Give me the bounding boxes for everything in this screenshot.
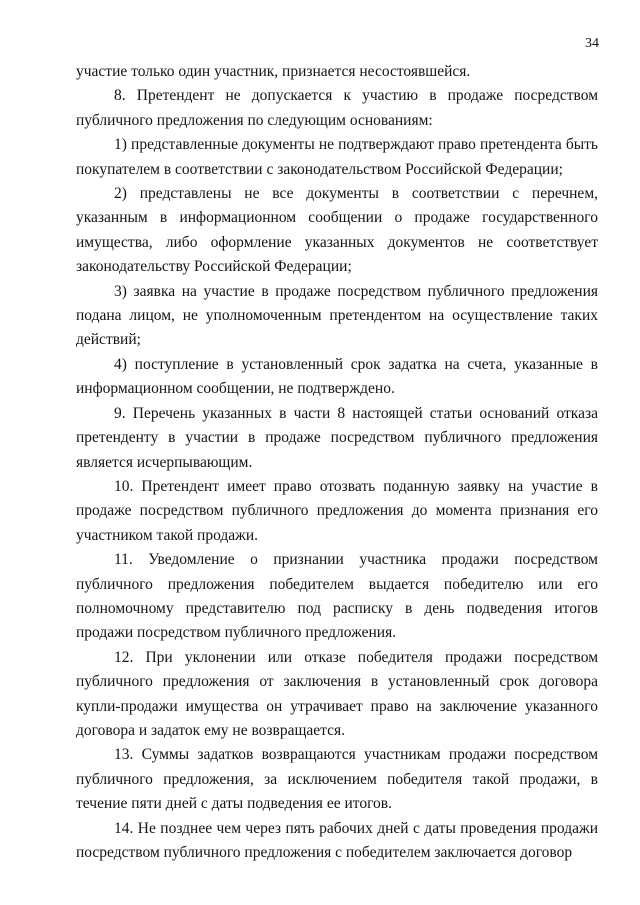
paragraph-continuation: участие только один участник, признается несостоявшейся.: [76, 63, 471, 80]
paragraph-item-8-4: 4) поступление в установленный срок задатка на счета, указанные в информационном сообщении, не подтверждено.: [76, 355, 598, 398]
paragraph-item-8-1: 1) представленные документы не подтверждают право претендента быть покупателем в соответствии с законодательством Российской Федерации;: [76, 136, 598, 178]
paragraph-item-8: 8. Претендент не допускается к участию в продаже посредством публичного предложения по следующим основаниям:: [76, 87, 598, 129]
paragraph-item-13: 13. Суммы задатков возвращаются участникам продажи посредством публичного предложения, за исключением победителя такой продажи, в течение пяти дней с даты подведения ее итогов.: [76, 746, 598, 813]
document-body: [76, 60, 598, 865]
paragraph-item-9: 9. Перечень указанных в части 8 настоящей статьи оснований отказа претенденту в участии в продаже посредством публичного предложения является исчерпывающим.: [76, 404, 598, 471]
page-number: 34: [585, 36, 599, 51]
paragraph-item-14: 14. Не позднее чем через пять рабочих дней с даты проведения продажи посредством публичного предложения с победителем заключается договор: [76, 819, 598, 861]
paragraph-item-12: 12. При уклонении или отказе победителя продажи посредством публичного предложения от заключения в установленный срок договора купли-продажи имущества он утрачивает право на заключение указанного договора и задаток ему не возвращается.: [76, 648, 598, 739]
paragraph-item-8-3: 3) заявка на участие в продаже посредством публичного предложения подана лицом, не уполномоченным претендентом на осуществление таких действий;: [76, 282, 598, 349]
paragraph-item-8-2: 2) представлены не все документы в соответствии с перечнем, указанным в информационном сообщении о продаже государственного имущества, либо оформление указанных документов не соответствует законодательству Российской Федерации;: [76, 185, 598, 276]
paragraph-item-11: 11. Уведомление о признании участника продажи посредством публичного предложения победителем выдается победителю или его полномочному представителю под расписку в день подведения итогов продажи посредством публичного предложения.: [76, 551, 598, 642]
paragraph-item-10: 10. Претендент имеет право отозвать поданную заявку на участие в продаже посредством публичного предложения до момента признания его участником такой продажи.: [76, 477, 598, 544]
